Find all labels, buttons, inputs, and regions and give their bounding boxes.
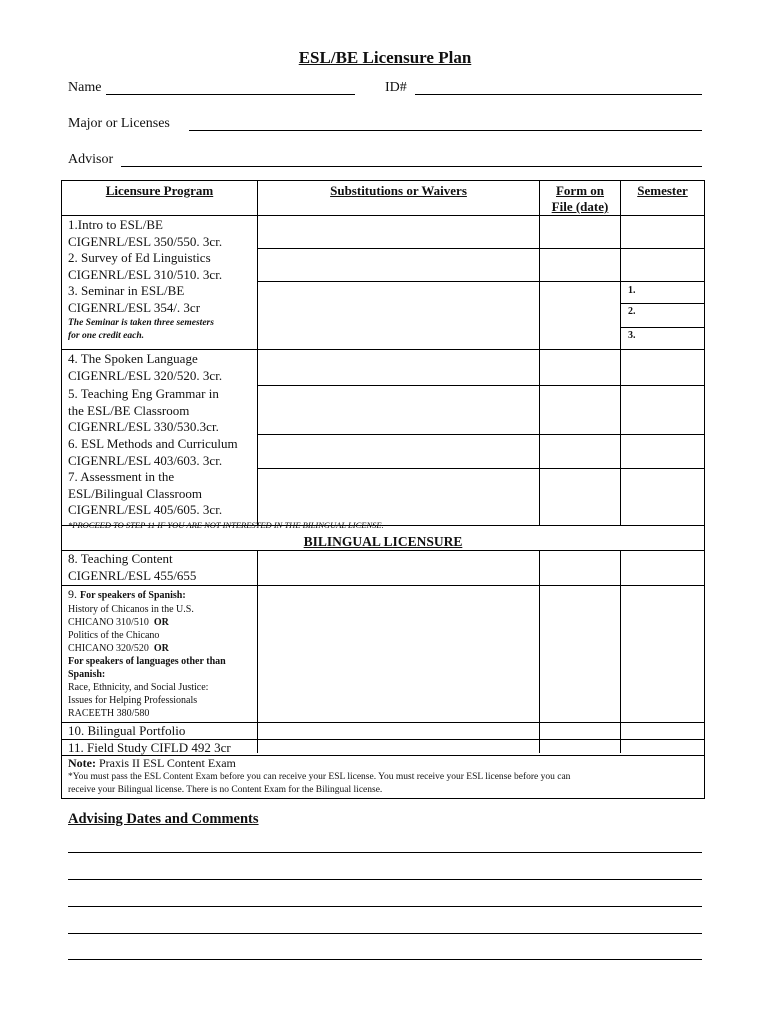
row-divider [257,434,704,435]
seminar-note-line: The Seminar is taken three semesters [68,318,214,328]
course-code: CIGENRL/ESL 405/605. 3cr. [68,502,223,517]
course-line: Politics of the Chicano [68,630,160,641]
course-assessment [68,469,222,519]
course-code: CIGENRL/ESL 354/. 3cr [68,299,201,315]
course-title: 4. The Spoken Language [68,351,198,366]
course-title: ESL/Bilingual Classroom [68,485,202,501]
semester-1: 1. [628,285,636,296]
id-field[interactable] [415,94,702,95]
course-line: RACEETH 380/580 [68,708,150,719]
course-field-study: 11. Field Study CIFLD 492 3cr [68,740,231,755]
note-text: Praxis II ESL Content Exam [98,756,236,770]
advising-heading: Advising Dates and Comments [68,811,259,827]
row-divider [62,215,704,216]
course-code: CIGENRL/ESL 320/520. 3cr. [68,367,223,383]
header-substitutions: Substitutions or Waivers [330,183,467,198]
course-line: Issues for Helping Professionals [68,695,198,706]
major-field[interactable] [189,130,702,131]
course-seminar [68,283,200,316]
comment-line[interactable] [68,879,702,880]
other-speakers-heading: Spanish: [68,669,106,680]
course-methods-curriculum [68,436,238,469]
header-program: Licensure Program [105,183,214,198]
course-bilingual-portfolio: 10. Bilingual Portfolio [68,723,186,738]
header-form-line1: Form on [555,183,605,198]
course-intro-esl [68,217,222,250]
course-code: CHICANO 310/510 [68,617,149,628]
course-spoken-language [68,351,222,384]
comment-line[interactable] [68,959,702,960]
course-title: 2. Survey of Ed Linguistics [68,250,211,265]
header-semester: Semester [637,183,688,198]
advisor-label: Advisor [68,152,114,167]
header-form-line2: File (date) [551,199,609,214]
course-line [68,616,226,629]
course-title: the ESL/BE Classroom [68,402,190,418]
course-code: CIGENRL/ESL 330/530.3cr. [68,419,219,434]
course-code: CIGENRL/ESL 403/603. 3cr. [68,452,223,468]
col-divider [620,181,621,525]
name-label: Name [68,80,102,95]
header-form-on-file [540,183,620,215]
row-divider [62,585,704,586]
course-option-9 [68,587,226,720]
note-label: Note: [68,756,96,770]
note [68,756,236,770]
seminar-note-line: for one credit each. [68,331,144,341]
comment-line[interactable] [68,933,702,934]
licensure-table [61,180,705,799]
col-divider [257,181,258,525]
bilingual-heading: BILINGUAL LICENSURE [303,534,463,549]
name-field[interactable] [106,94,355,95]
course-title: 3. Seminar in ESL/BE [68,283,185,298]
course-code: CHICANO 320/520 [68,643,149,654]
proceed-note: *PROCEED TO STEP 11 IF YOU ARE NOT INTERESTED IN THE BILINGUAL LICENSE. [68,520,384,530]
course-title: 6. ESL Methods and Curriculum [68,436,238,451]
course-survey-linguistics [68,250,222,283]
or-label: OR [153,617,169,628]
row-divider [257,385,704,386]
course-code: CIGENRL/ESL 310/510. 3cr. [68,266,223,282]
note-line: receive your Bilingual license. There is no Content Exam for the Bilingual license. [68,785,383,795]
course-title: 5. Teaching Eng Grammar in [68,386,219,401]
course-code: CIGENRL/ESL 350/550. 3cr. [68,233,223,249]
id-label: ID# [385,80,407,95]
or-label: OR [153,643,169,654]
row-divider [257,248,704,249]
course-title: 8. Teaching Content [68,551,173,566]
course-title: 1.Intro to ESL/BE [68,217,163,232]
comment-line[interactable] [68,906,702,907]
advisor-field[interactable] [121,166,702,167]
course-line [68,642,226,655]
course-teaching-content [68,551,196,584]
course-teaching-grammar [68,386,219,436]
course-title: 7. Assessment in the [68,469,175,484]
course-line: Race, Ethnicity, and Social Justice: [68,682,209,693]
row-divider [620,327,704,328]
row-divider [62,349,704,350]
option-number: 9. [68,587,77,601]
row-divider [257,281,704,282]
semester-2: 2. [628,306,636,317]
row-divider [620,303,704,304]
note-line: *You must pass the ESL Content Exam before you can receive your ESL license. You must receive your ESL license before you can [68,772,571,782]
col-divider [539,181,540,525]
semester-3: 3. [628,330,636,341]
page-title: ESL/BE Licensure Plan [298,48,472,67]
course-line: History of Chicanos in the U.S. [68,604,194,615]
seminar-note [68,317,214,343]
row-divider [257,468,704,469]
comment-line[interactable] [68,852,702,853]
spanish-speakers-heading: For speakers of Spanish: [80,590,186,601]
major-label: Major or Licenses [68,116,170,131]
other-speakers-heading: For speakers of languages other than [68,656,226,667]
course-code: CIGENRL/ESL 455/655 [68,567,197,583]
